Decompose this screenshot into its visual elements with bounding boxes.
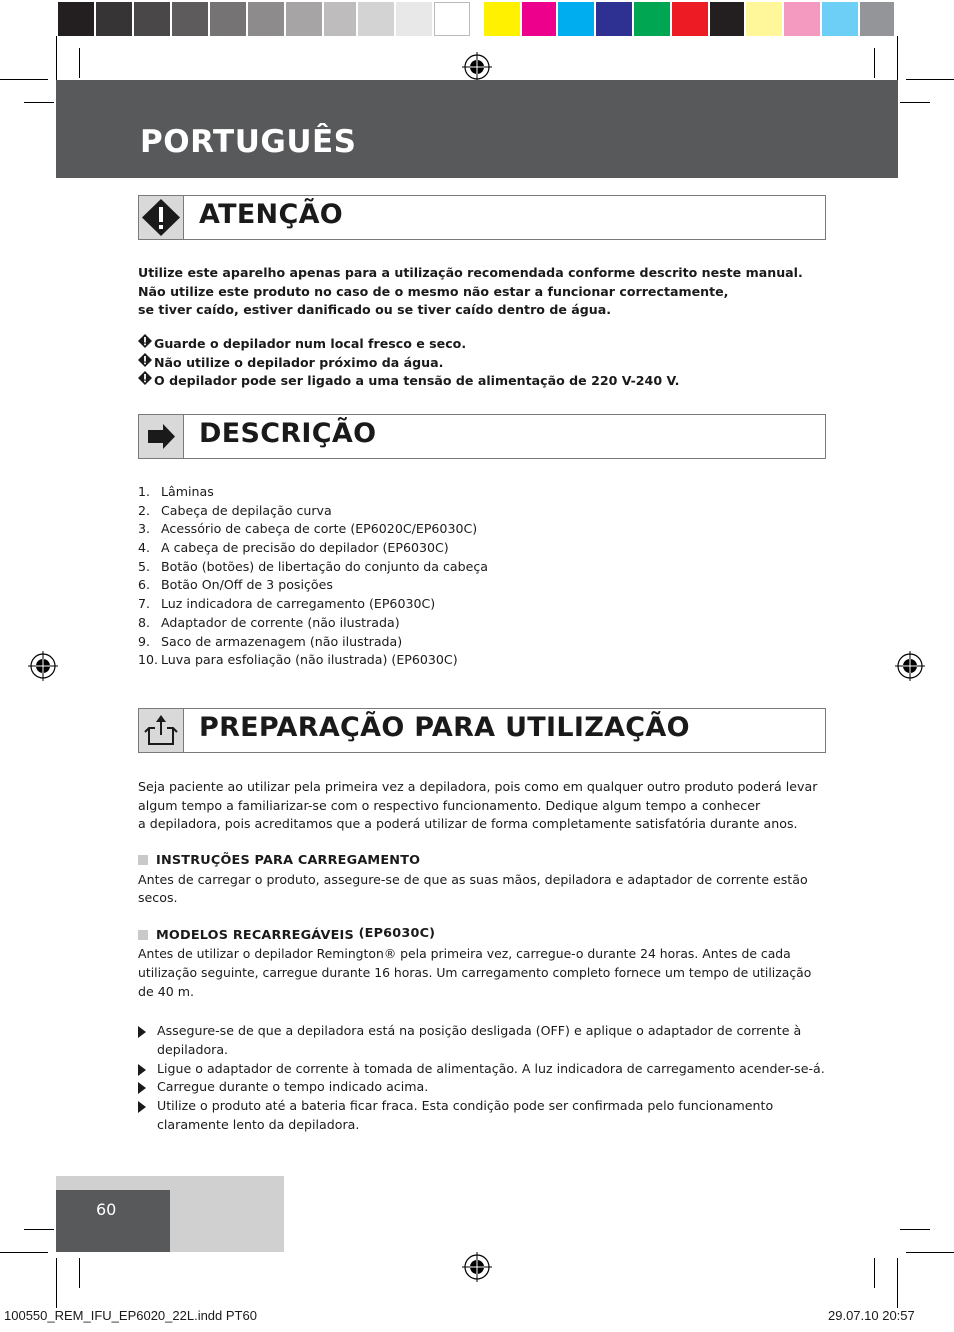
item-number: 5. bbox=[138, 558, 151, 574]
parts-list bbox=[138, 483, 488, 670]
crop-mark bbox=[56, 1258, 57, 1308]
section-icon-box bbox=[139, 709, 184, 752]
warning-item bbox=[138, 371, 679, 390]
page-number: 60 bbox=[96, 1200, 117, 1219]
section-title: ATENÇÃO bbox=[199, 199, 344, 230]
date-slug: 29.07.10 20:57 bbox=[828, 1308, 915, 1323]
gray-swatch bbox=[134, 2, 170, 36]
color-swatch bbox=[672, 2, 708, 36]
list-item bbox=[138, 539, 488, 558]
models-text-line: de 40 m. bbox=[138, 984, 195, 999]
list-item bbox=[138, 1078, 840, 1097]
preparacao-intro-line: algum tempo a familiarizar-se com o respectivo funcionamento. Dedique algum tempo a conhecer bbox=[138, 798, 761, 813]
crop-mark bbox=[897, 1258, 898, 1308]
section-icon-box bbox=[139, 415, 184, 458]
item-number: 8. bbox=[138, 614, 151, 630]
subheading-text: MODELOS RECARREGÁVEIS bbox=[156, 928, 354, 943]
crop-mark bbox=[900, 102, 930, 103]
list-item bbox=[138, 576, 488, 595]
crop-mark bbox=[900, 1229, 930, 1230]
item-number: 7. bbox=[138, 596, 151, 612]
crop-mark bbox=[79, 1258, 80, 1288]
models-heading bbox=[138, 927, 435, 945]
crop-mark bbox=[874, 48, 875, 78]
registration-mark-icon bbox=[895, 651, 925, 681]
gray-swatch bbox=[248, 2, 284, 36]
list-item bbox=[138, 614, 488, 633]
color-swatch bbox=[822, 2, 858, 36]
color-swatch bbox=[484, 2, 520, 36]
warning-item bbox=[138, 334, 466, 353]
gray-swatch bbox=[58, 2, 94, 36]
charging-text-line: Antes de carregar o produto, assegure-se de que as suas mãos, depiladora e adaptador de corrente estão bbox=[138, 872, 808, 887]
item-note: (não ilustrada) bbox=[309, 633, 403, 649]
color-swatch bbox=[784, 2, 820, 36]
step-text: Utilize o produto até a bateria ficar fraca. Esta condição pode ser confirmada pelo funcionamento claramente lento da depiladora. bbox=[157, 1098, 774, 1132]
item-note: (EP6030C) bbox=[368, 596, 436, 612]
atencao-intro-line: se tiver caído, estiver danificado ou se tiver caído dentro de água. bbox=[138, 302, 612, 317]
models-note: (EP6030C) bbox=[358, 926, 436, 941]
color-swatch bbox=[860, 2, 894, 36]
section-icon-box bbox=[139, 196, 184, 239]
gray-swatch bbox=[358, 2, 394, 36]
warning-text: Guarde o depilador num local fresco e seco. bbox=[154, 336, 467, 351]
step-text: Carregue durante o tempo indicado acima. bbox=[157, 1079, 429, 1095]
gray-swatch bbox=[324, 2, 356, 36]
item-note: (não ilustrada) bbox=[307, 614, 400, 630]
crop-mark bbox=[0, 1252, 48, 1253]
triangle-bullet-icon bbox=[138, 1101, 146, 1113]
color-swatch bbox=[746, 2, 782, 36]
unbox-icon bbox=[139, 709, 183, 752]
gray-swatch bbox=[96, 2, 132, 36]
registration-mark-icon bbox=[462, 1252, 492, 1282]
color-swatch bbox=[596, 2, 632, 36]
item-text: Botão (botões) de libertação do conjunto da cabeça bbox=[161, 558, 489, 574]
item-text: Luz indicadora de carregamento bbox=[161, 596, 365, 612]
triangle-bullet-icon bbox=[138, 1064, 146, 1076]
crop-mark bbox=[56, 36, 57, 86]
charging-heading bbox=[138, 852, 420, 870]
list-item bbox=[138, 651, 488, 670]
color-swatch bbox=[522, 2, 556, 36]
list-item bbox=[138, 520, 488, 539]
item-note: (EP6020C/EP6030C) bbox=[350, 521, 478, 537]
section-header-descricao bbox=[138, 414, 826, 459]
triangle-bullet-icon bbox=[138, 1026, 146, 1038]
atencao-intro-line: Não utilize este produto no caso de o mesmo não estar a funcionar correctamente, bbox=[138, 284, 729, 299]
crop-mark bbox=[0, 79, 48, 80]
warning-diamond-icon bbox=[139, 196, 183, 239]
list-item bbox=[138, 483, 488, 502]
arrow-right-icon bbox=[139, 415, 183, 458]
item-text: A cabeça de precisão do depilador bbox=[161, 540, 379, 556]
gray-swatch bbox=[210, 2, 246, 36]
square-bullet-icon bbox=[138, 855, 148, 865]
registration-mark-icon bbox=[462, 52, 492, 82]
crop-mark bbox=[79, 48, 80, 78]
item-number: 3. bbox=[138, 521, 151, 537]
list-item bbox=[138, 1022, 840, 1060]
warning-text: Não utilize o depilador próximo da água. bbox=[154, 355, 444, 370]
charging-text-line: secos. bbox=[138, 890, 178, 905]
crop-mark bbox=[897, 36, 898, 86]
warning-item bbox=[138, 353, 443, 372]
header-band bbox=[56, 80, 898, 178]
warning-diamond-icon bbox=[138, 334, 154, 353]
section-title: PREPARAÇÃO PARA UTILIZAÇÃO bbox=[199, 712, 690, 743]
registration-mark-icon bbox=[28, 651, 58, 681]
list-item bbox=[138, 558, 488, 577]
crop-mark bbox=[906, 1252, 954, 1253]
preparacao-intro-line: Seja paciente ao utilizar pela primeira vez a depiladora, pois como em qualquer outro produto poderá levar bbox=[138, 779, 818, 794]
item-text: Botão On/Off de 3 posições bbox=[161, 577, 333, 593]
crop-mark bbox=[24, 1229, 54, 1230]
gray-swatch bbox=[172, 2, 208, 36]
gray-swatch bbox=[396, 2, 432, 36]
warning-diamond-icon bbox=[138, 371, 154, 390]
color-swatch bbox=[558, 2, 594, 36]
models-text-line: Antes de utilizar o depilador Remington® pela primeira vez, carregue-o durante 24 horas. Antes de cada bbox=[138, 946, 791, 961]
gray-swatch bbox=[434, 2, 470, 36]
item-number: 6. bbox=[138, 577, 151, 593]
list-item bbox=[138, 595, 488, 614]
crop-mark bbox=[24, 102, 54, 103]
list-item bbox=[138, 633, 488, 652]
models-text-line: utilização seguinte, carregue durante 16 horas. Um carregamento completo fornece um tempo de utilização bbox=[138, 965, 812, 980]
square-bullet-icon bbox=[138, 930, 148, 940]
file-slug: 100550_REM_IFU_EP6020_22L.indd PT60 bbox=[4, 1308, 257, 1323]
crop-mark bbox=[874, 1258, 875, 1288]
item-text: Adaptador de corrente bbox=[161, 614, 304, 630]
item-text: Luva para esfoliação bbox=[161, 652, 292, 668]
section-header-preparacao bbox=[138, 708, 826, 753]
list-item bbox=[138, 502, 488, 521]
section-title: DESCRIÇÃO bbox=[199, 418, 377, 449]
triangle-bullet-icon bbox=[138, 1082, 146, 1094]
item-number: 4. bbox=[138, 540, 151, 556]
item-note: (não ilustrada) (EP6030C) bbox=[295, 652, 458, 668]
subheading-text: INSTRUÇÕES PARA CARREGAMENTO bbox=[156, 853, 421, 868]
color-swatch bbox=[710, 2, 744, 36]
crop-mark bbox=[906, 79, 954, 80]
section-header-atencao bbox=[138, 195, 826, 240]
preparacao-intro-line: a depiladora, pois acreditamos que a poderá utilizar de forma completamente satisfatória durante anos. bbox=[138, 816, 798, 831]
step-text: Ligue o adaptador de corrente à tomada de alimentação. A luz indicadora de carregamento acender-se-á. bbox=[157, 1060, 825, 1076]
warning-diamond-icon bbox=[138, 353, 154, 372]
atencao-intro-line: Utilize este aparelho apenas para a utilização recomendada conforme descrito neste manual. bbox=[138, 265, 803, 280]
item-text: Acessório de cabeça de corte bbox=[161, 521, 347, 537]
item-number: 9. bbox=[138, 633, 151, 649]
charging-steps bbox=[138, 1022, 840, 1135]
list-item bbox=[138, 1097, 840, 1135]
item-note: (EP6030C) bbox=[382, 540, 449, 556]
page-title: PORTUGUÊS bbox=[140, 124, 357, 160]
step-text: Assegure-se de que a depiladora está na posição desligada (OFF) e aplique o adaptador de corrente à depiladora. bbox=[157, 1023, 802, 1057]
item-number: 10. bbox=[138, 652, 159, 668]
item-number: 2. bbox=[138, 502, 151, 518]
item-number: 1. bbox=[138, 484, 151, 499]
warning-text: O depilador pode ser ligado a uma tensão de alimentação de 220 V-240 V. bbox=[154, 373, 680, 388]
item-text: Lâminas bbox=[161, 484, 214, 499]
color-swatch bbox=[634, 2, 670, 36]
item-text: Saco de armazenagem bbox=[161, 633, 306, 649]
item-text: Cabeça de depilação curva bbox=[161, 502, 332, 518]
list-item bbox=[138, 1060, 840, 1079]
gray-swatch bbox=[286, 2, 322, 36]
